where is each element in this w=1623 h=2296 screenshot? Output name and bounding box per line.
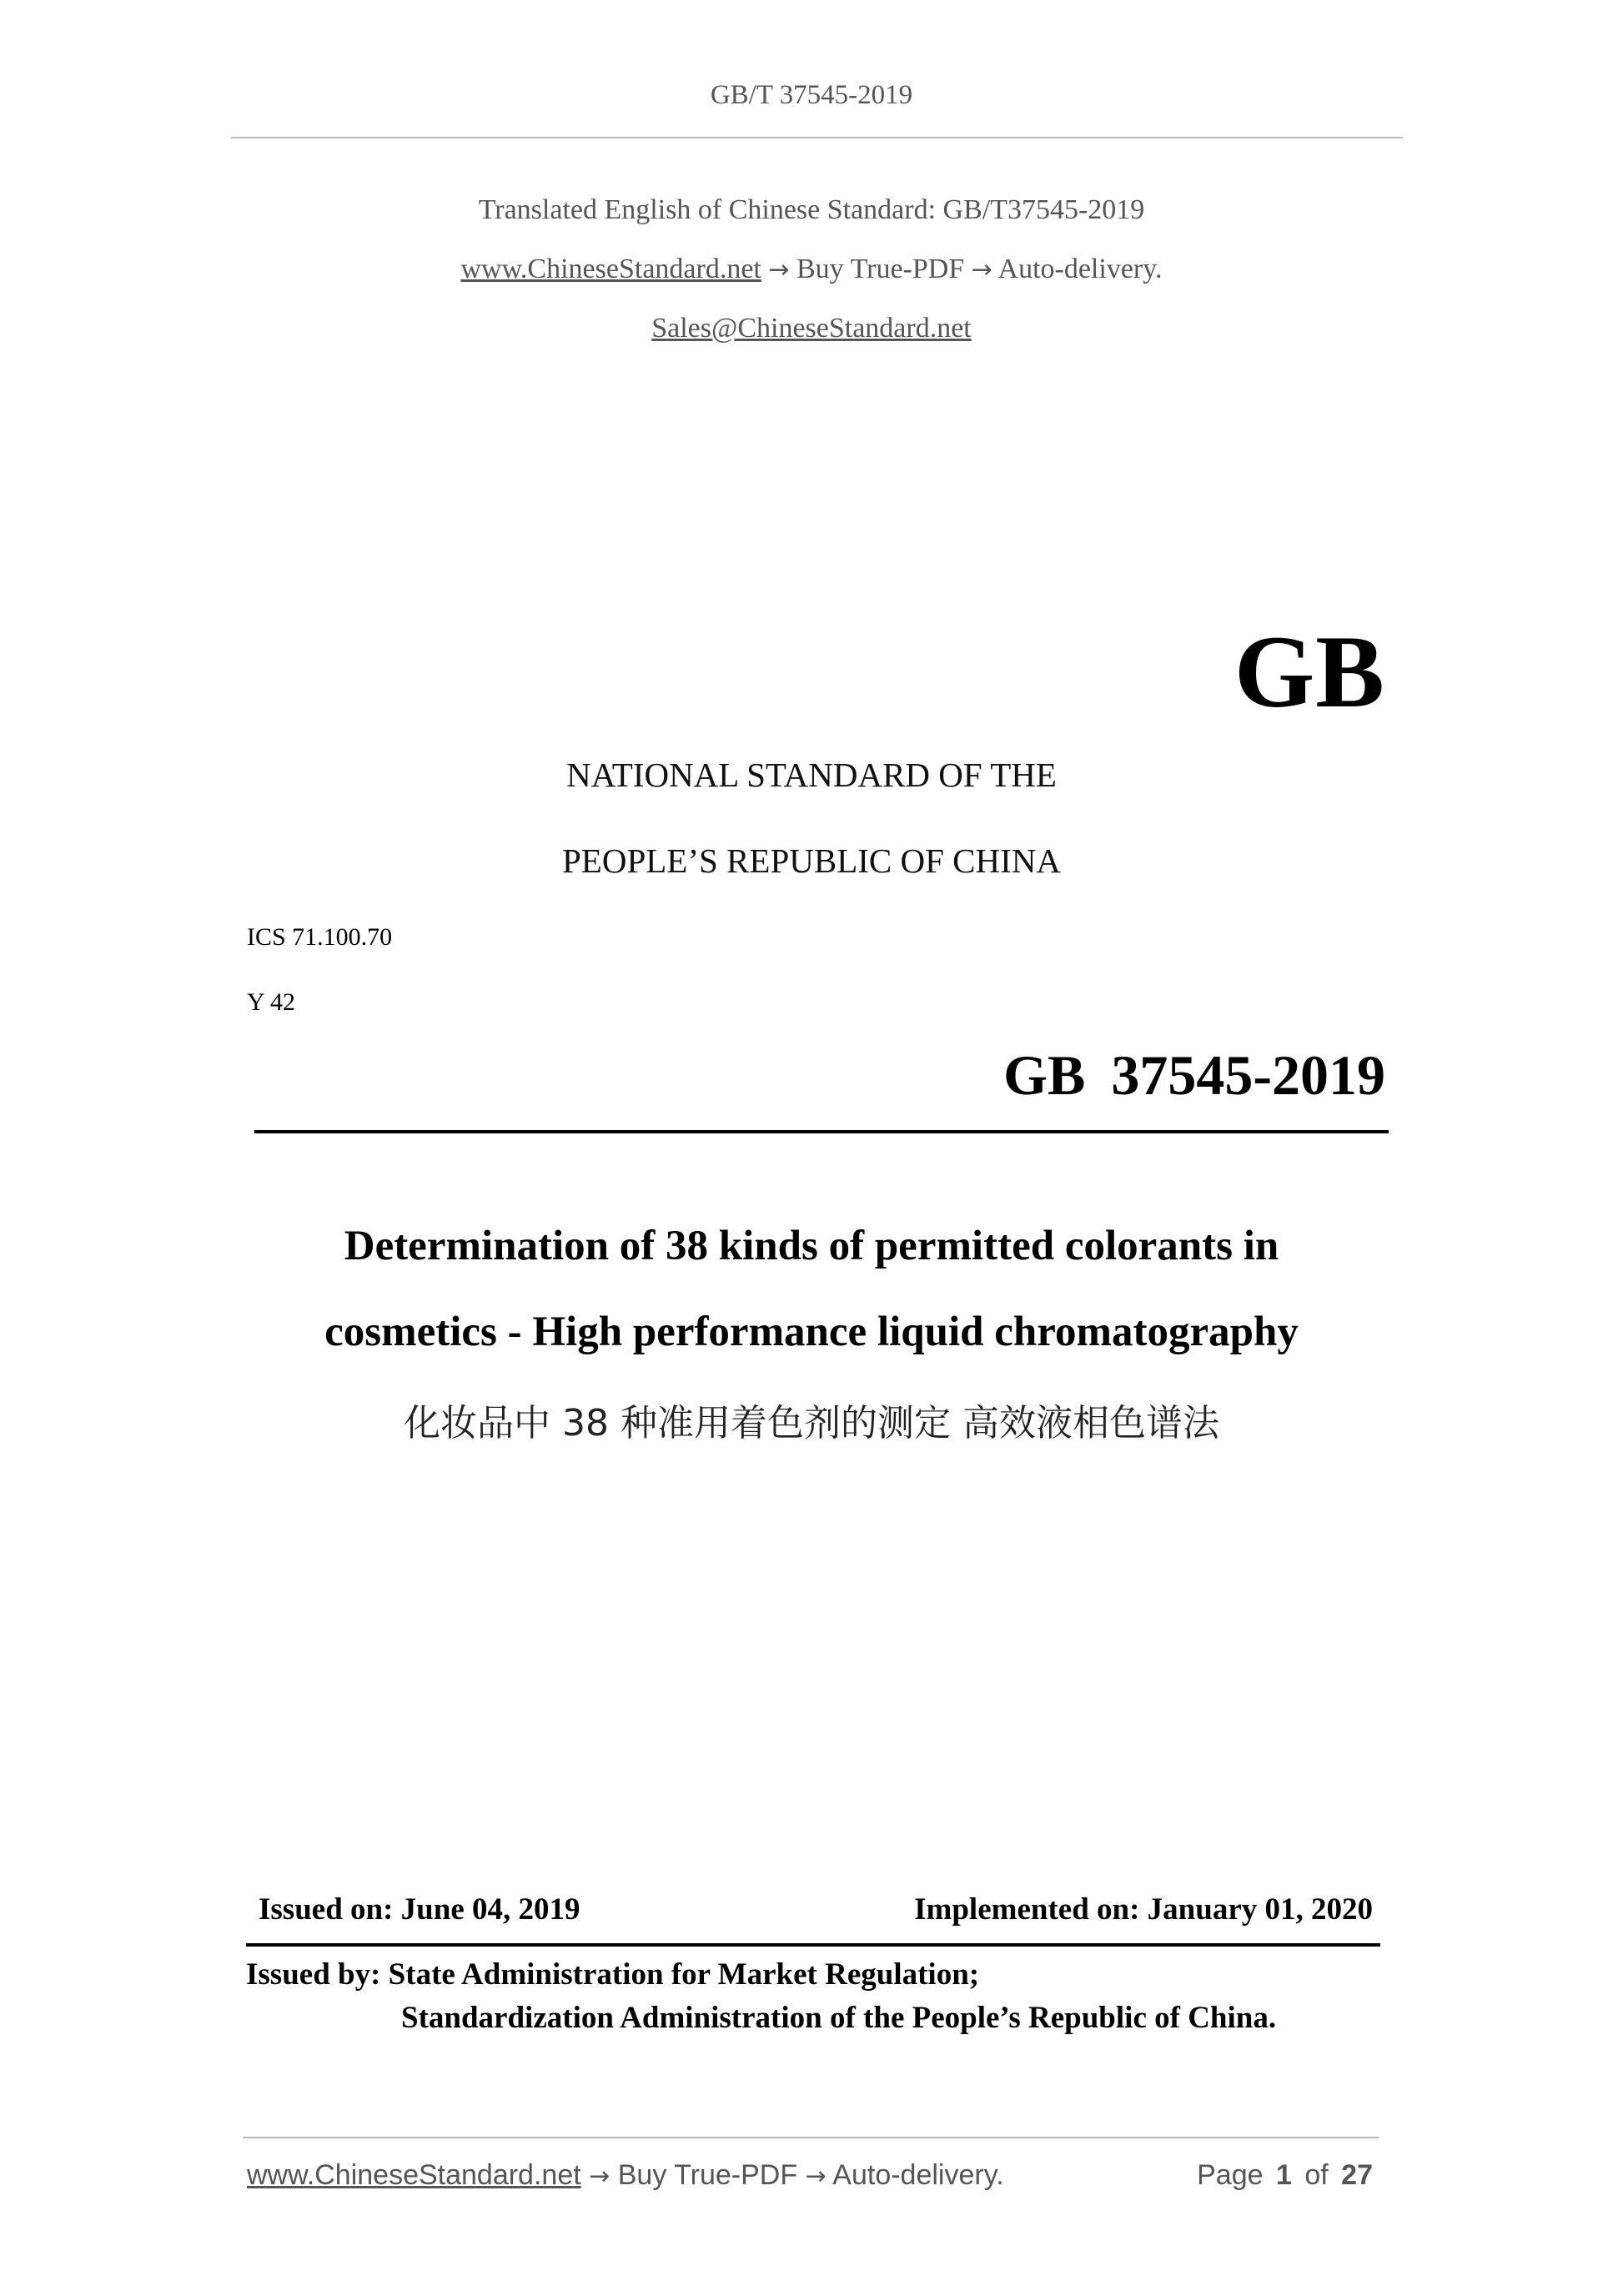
page-counter: [1197, 2159, 1373, 2192]
sales-email-link[interactable]: Sales@ChineseStandard.net: [651, 313, 972, 344]
footer-divider: [243, 2137, 1379, 2138]
issued-on-date: Issued on: June 04, 2019: [259, 1892, 580, 1927]
site-link[interactable]: www.ChineseStandard.net: [460, 254, 761, 284]
page-total: 27: [1341, 2159, 1373, 2191]
standard-number: GB 37545-2019: [1003, 1043, 1385, 1107]
page-current: 1: [1275, 2159, 1292, 2191]
ccs-code: Y 42: [247, 988, 296, 1016]
header-divider: [231, 137, 1403, 138]
implemented-on-date: Implemented on: January 01, 2020: [914, 1892, 1373, 1927]
promo-buy-line: [0, 254, 1623, 285]
issued-by-line2: Standardization Administration of the People’s Republic of China.: [401, 2001, 1277, 2035]
sales-email-line: [0, 313, 1623, 344]
footer-site-link[interactable]: www.ChineseStandard.net: [247, 2159, 581, 2191]
footer-buy-text: Buy True-PDF: [617, 2159, 798, 2191]
page-of-label: of: [1304, 2159, 1329, 2191]
translated-line: Translated English of Chinese Standard: GB/T37545-2019: [478, 194, 1145, 225]
arrow-right-icon: →: [768, 255, 790, 284]
arrow-right-icon: →: [589, 2162, 611, 2191]
arrow-right-icon: →: [971, 255, 992, 284]
running-header: GB/T 37545-2019: [710, 80, 913, 110]
footer-promo: [247, 2159, 1004, 2192]
footer-auto-text: Auto-delivery.: [832, 2159, 1004, 2191]
gb-logo: GB: [1234, 615, 1385, 729]
title-english-line1: Determination of 38 kinds of permitted colorants in: [344, 1223, 1279, 1269]
page-label: Page: [1197, 2159, 1264, 2191]
national-standard-line2: PEOPLE’S REPUBLIC OF CHINA: [562, 842, 1061, 880]
title-english-line2: cosmetics - High performance liquid chromatography: [324, 1309, 1299, 1355]
title-chinese: 化妆品中 38 种准用着色剂的测定 高效液相色谱法: [404, 1402, 1219, 1444]
auto-delivery-text: Auto-delivery.: [997, 254, 1163, 284]
title-divider: [254, 1130, 1389, 1133]
issued-by-line1: Issued by: State Administration for Market Regulation;: [246, 1957, 980, 1992]
ics-code: ICS 71.100.70: [247, 923, 393, 951]
national-standard-line1: NATIONAL STANDARD OF THE: [566, 756, 1057, 794]
issue-divider: [246, 1943, 1380, 1947]
buy-true-pdf-text: Buy True-PDF: [796, 254, 965, 284]
arrow-right-icon: →: [805, 2162, 827, 2191]
